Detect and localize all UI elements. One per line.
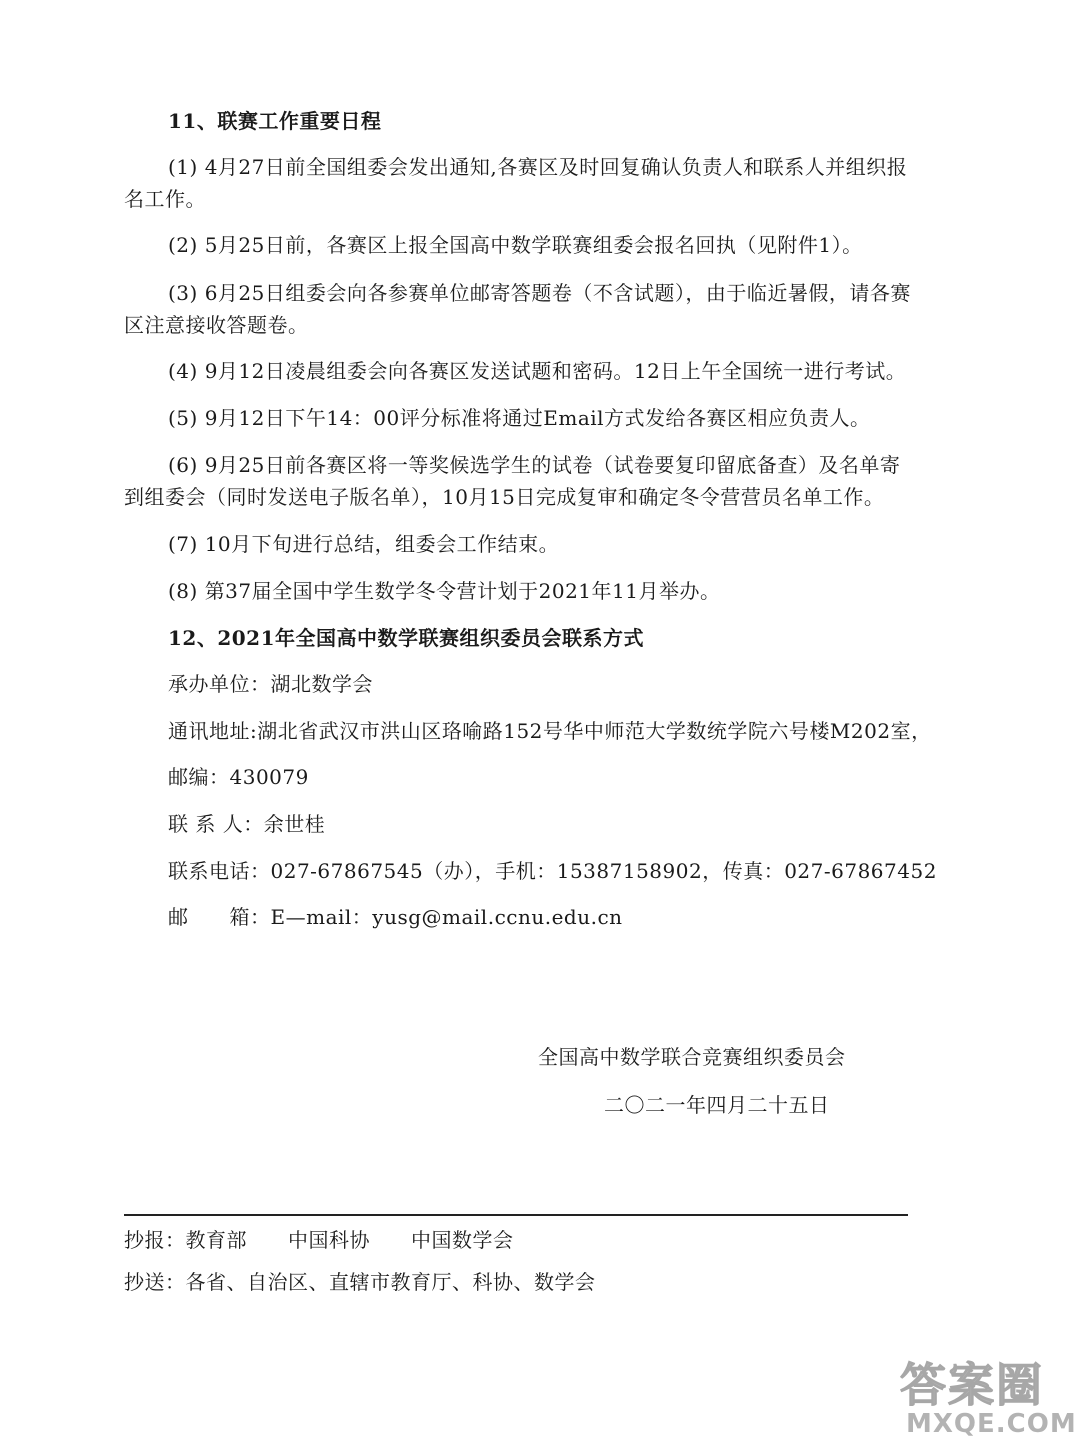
schedule-item-6-line-1: (6) 9月25日前各赛区将一等奖候选学生的试卷（试卷要复印留底备查）及名单寄 [168, 453, 901, 477]
section-12-heading: 12、2021年全国高中数学联赛组织委员会联系方式 [168, 626, 644, 650]
contact-email: 邮 箱：E—mail：yusg@mail.ccnu.edu.cn [168, 905, 623, 929]
contact-phone: 联系电话：027-67867545（办），手机：15387158902，传真：027-67867452 [168, 859, 937, 883]
cc-send: 抄送：各省、自治区、直辖市教育厅、科协、数学会 [124, 1270, 596, 1294]
watermark-logo [900, 1358, 1077, 1440]
signature-organization: 全国高中数学联合竞赛组织委员会 [538, 1045, 846, 1069]
schedule-item-2: (2) 5月25日前，各赛区上报全国高中数学联赛组委会报名回执（见附件1）。 [168, 233, 863, 257]
schedule-item-5: (5) 9月12日下午14：00评分标准将通过Email方式发给各赛区相应负责人。 [168, 406, 871, 430]
section-11-heading: 11、联赛工作重要日程 [168, 109, 382, 133]
schedule-item-1-line-1: (1) 4月27日前全国组委会发出通知,各赛区及时回复确认负责人和联系人并组织报 [168, 155, 908, 179]
schedule-item-1-line-2: 名工作。 [124, 187, 206, 211]
schedule-item-4: (4) 9月12日凌晨组委会向各赛区发送试题和密码。12日上午全国统一进行考试。 [168, 359, 907, 383]
schedule-item-8: (8) 第37届全国中学生数学冬令营计划于2021年11月举办。 [168, 579, 721, 603]
postcode: 邮编：430079 [168, 765, 309, 789]
watermark-url: MXQE.COM [906, 1409, 1077, 1439]
mailing-address: 通讯地址:湖北省武汉市洪山区珞喻路152号华中师范大学数统学院六号楼M202室， [168, 719, 932, 743]
watermark-chars: 答案圈 [900, 1358, 1044, 1412]
schedule-item-3-line-1: (3) 6月25日组委会向各参赛单位邮寄答题卷（不含试题），由于临近暑假，请各赛 [168, 281, 911, 305]
signature-date: 二〇二一年四月二十五日 [604, 1093, 830, 1117]
footer-divider [124, 1214, 908, 1216]
contact-person: 联 系 人：余世桂 [168, 812, 326, 836]
schedule-item-7: (7) 10月下旬进行总结，组委会工作结束。 [168, 532, 560, 556]
organizer: 承办单位：湖北数学会 [168, 672, 373, 696]
schedule-item-6-line-2: 到组委会（同时发送电子版名单），10月15日完成复审和确定冬令营营员名单工作。 [124, 485, 885, 509]
schedule-item-3-line-2: 区注意接收答题卷。 [124, 313, 309, 337]
cc-report: 抄报：教育部 中国科协 中国数学会 [124, 1228, 514, 1252]
